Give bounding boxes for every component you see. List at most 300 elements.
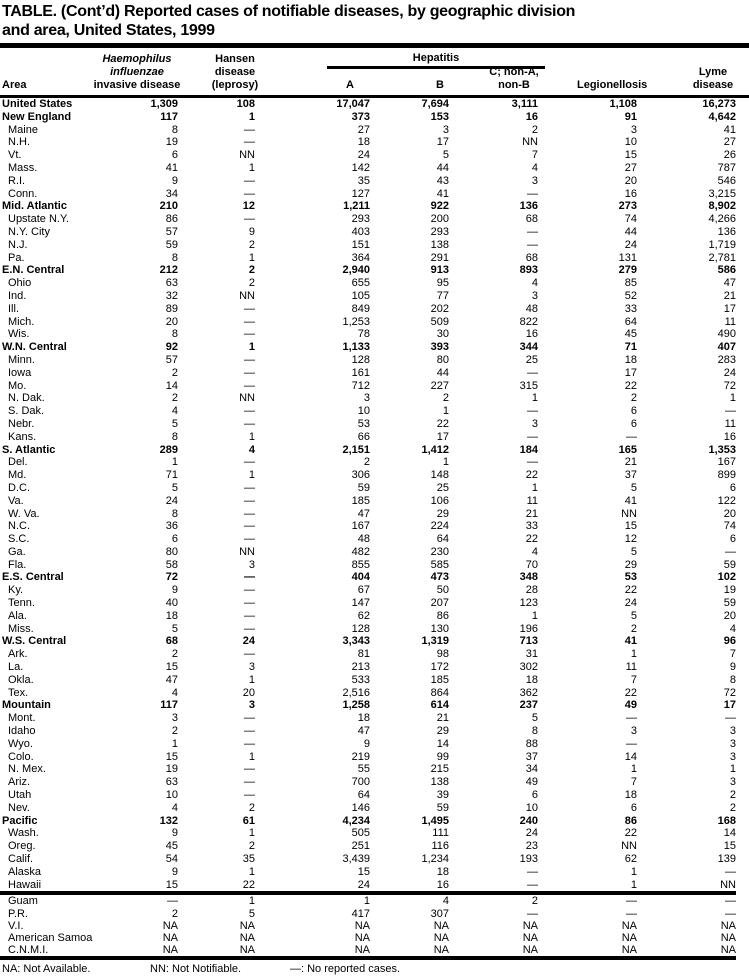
value-cell: 11: [526, 494, 538, 507]
value-cell: 24: [242, 635, 255, 648]
value-cell: 172: [430, 661, 449, 674]
value-cell: 289: [159, 443, 178, 456]
value-cell: 86: [624, 814, 637, 827]
value-cell: 655: [351, 277, 370, 290]
value-cell: 142: [351, 161, 370, 174]
value-cell: 5: [171, 622, 178, 635]
table-row-alaska: [0, 866, 736, 879]
area-cell: Vt.: [8, 149, 22, 162]
area-cell: Del.: [8, 456, 28, 469]
value-cell: 505: [351, 827, 370, 840]
value-cell: —: [244, 315, 255, 328]
value-cell: 3: [531, 174, 538, 187]
value-cell: 22: [525, 469, 538, 482]
col-header-haemophilus-line3: invasive disease: [93, 79, 181, 91]
value-cell: 3: [171, 712, 178, 725]
value-cell: 167: [717, 456, 736, 469]
table-row-wis: [0, 328, 736, 341]
value-cell: NN: [720, 878, 736, 891]
value-cell: 1: [248, 341, 255, 354]
value-cell: —: [244, 763, 255, 776]
value-cell: 102: [717, 571, 736, 584]
table-row-kans: [0, 431, 736, 444]
table-row-hawaii: [0, 879, 736, 894]
value-cell: 5: [171, 481, 178, 494]
table-row-guam: [0, 893, 736, 907]
table-row-utah: [0, 789, 736, 802]
value-cell: 8: [171, 328, 178, 341]
area-cell: Utah: [8, 789, 32, 802]
table-row-n-h: [0, 136, 736, 149]
value-cell: 95: [436, 277, 449, 290]
value-cell: 6: [171, 149, 178, 162]
value-cell: 72: [723, 686, 736, 699]
value-cell: 473: [430, 571, 449, 584]
value-cell: 1: [248, 895, 255, 908]
value-cell: 1: [248, 251, 255, 264]
value-cell: 24: [357, 878, 370, 891]
table-row-ohio: [0, 277, 736, 290]
value-cell: 24: [165, 494, 178, 507]
value-cell: 11: [625, 661, 637, 674]
value-cell: 240: [519, 814, 538, 827]
value-cell: 893: [519, 264, 538, 277]
value-cell: 57: [165, 353, 178, 366]
value-cell: 5: [531, 712, 538, 725]
value-cell: NA: [239, 932, 255, 945]
value-cell: 2: [729, 789, 736, 802]
value-cell: 2: [531, 895, 538, 908]
area-cell: Mont.: [8, 712, 36, 725]
value-cell: 364: [351, 251, 370, 264]
table-row-upstate-n-y: [0, 213, 736, 226]
value-cell: —: [167, 895, 178, 908]
value-cell: 237: [519, 699, 538, 712]
value-cell: 227: [430, 379, 449, 392]
value-cell: 49: [525, 776, 538, 789]
area-cell: Tex.: [8, 686, 29, 699]
value-cell: 18: [357, 712, 370, 725]
value-cell: 12: [242, 200, 255, 213]
table-row-s-atlantic: [0, 444, 736, 457]
value-cell: —: [244, 405, 255, 418]
value-cell: 3: [531, 289, 538, 302]
value-cell: 147: [351, 597, 370, 610]
value-cell: 57: [165, 225, 178, 238]
value-cell: —: [244, 353, 255, 366]
value-cell: 200: [430, 213, 449, 226]
value-cell: 546: [717, 174, 736, 187]
value-cell: 21: [723, 289, 736, 302]
value-cell: —: [244, 481, 255, 494]
value-cell: 108: [236, 98, 255, 110]
area-cell: N. Dak.: [8, 392, 45, 405]
value-cell: 52: [624, 289, 637, 302]
value-cell: 482: [351, 545, 370, 558]
value-cell: 58: [165, 558, 178, 571]
value-cell: —: [244, 789, 255, 802]
value-cell: 586: [717, 264, 736, 277]
value-cell: 138: [430, 776, 449, 789]
value-cell: NN: [239, 289, 255, 302]
value-cell: 2,516: [342, 686, 370, 699]
value-cell: 4,642: [708, 110, 736, 123]
value-cell: 71: [165, 469, 178, 482]
value-cell: —: [725, 895, 736, 908]
value-cell: 16: [624, 187, 637, 200]
value-cell: 18: [165, 609, 178, 622]
value-cell: 68: [165, 635, 178, 648]
value-cell: 18: [357, 136, 370, 149]
value-cell: 1: [248, 161, 255, 174]
value-cell: 77: [436, 289, 449, 302]
value-cell: 3: [630, 725, 637, 738]
table-row-calif: [0, 853, 736, 866]
area-cell: R.I.: [8, 174, 26, 187]
value-cell: 54: [165, 853, 178, 866]
footnote-na: NA: Not Available.: [2, 963, 91, 976]
value-cell: 5: [630, 545, 637, 558]
table-row-r-i: [0, 175, 736, 188]
table-row-v-i: [0, 920, 736, 932]
value-cell: 362: [519, 686, 538, 699]
col-header-hepatitis-b: B: [436, 79, 444, 91]
value-cell: —: [244, 494, 255, 507]
value-cell: 131: [618, 251, 637, 264]
value-cell: 27: [357, 123, 370, 136]
value-cell: NA: [522, 932, 538, 945]
table-row-w-n-central: [0, 341, 736, 354]
value-cell: —: [244, 725, 255, 738]
value-cell: 293: [351, 213, 370, 226]
value-cell: 53: [357, 417, 370, 430]
value-cell: —: [527, 405, 538, 418]
value-cell: 922: [430, 200, 449, 213]
value-cell: 8: [171, 507, 178, 520]
value-cell: 614: [430, 699, 449, 712]
value-cell: 27: [624, 161, 637, 174]
value-cell: 348: [519, 571, 538, 584]
col-header-hansen: [203, 53, 267, 92]
value-cell: 1,258: [342, 699, 370, 712]
table-row-iowa: [0, 367, 736, 380]
value-cell: 29: [436, 725, 449, 738]
table-row-miss: [0, 623, 736, 636]
value-cell: 1: [630, 763, 637, 776]
area-cell: Alaska: [8, 865, 42, 878]
value-cell: 24: [723, 366, 736, 379]
value-cell: 62: [357, 609, 370, 622]
value-cell: 4,234: [342, 814, 370, 827]
value-cell: NA: [354, 944, 370, 957]
value-cell: NN: [239, 545, 255, 558]
value-cell: 17: [436, 430, 449, 443]
table-row-ala: [0, 610, 736, 623]
table-body: [0, 98, 736, 893]
value-cell: 105: [351, 289, 370, 302]
value-cell: 64: [624, 315, 637, 328]
value-cell: 822: [519, 315, 538, 328]
value-cell: 72: [165, 571, 178, 584]
value-cell: 41: [723, 123, 736, 136]
value-cell: —: [527, 878, 538, 891]
value-cell: 9: [729, 661, 736, 674]
value-cell: 22: [436, 417, 449, 430]
value-cell: 207: [430, 597, 449, 610]
area-cell: Ala.: [8, 609, 27, 622]
value-cell: 9: [171, 827, 178, 840]
value-cell: 26: [723, 149, 736, 162]
value-cell: 3: [531, 417, 538, 430]
value-cell: 787: [717, 161, 736, 174]
value-cell: 21: [436, 712, 449, 725]
table-row-tex: [0, 687, 736, 700]
value-cell: 35: [357, 174, 370, 187]
value-cell: 2: [171, 366, 178, 379]
value-cell: 148: [430, 469, 449, 482]
area-cell: Wyo.: [8, 737, 33, 750]
value-cell: —: [244, 597, 255, 610]
value-cell: 32: [165, 289, 178, 302]
value-cell: 490: [717, 328, 736, 341]
value-cell: 6: [630, 801, 637, 814]
table-row-wyo: [0, 738, 736, 751]
value-cell: 33: [624, 302, 637, 315]
value-cell: 1: [442, 405, 449, 418]
table-row-maine: [0, 124, 736, 137]
value-cell: 14: [165, 379, 178, 392]
value-cell: 3,111: [511, 98, 538, 110]
footnotes: [0, 962, 749, 978]
value-cell: 3: [729, 737, 736, 750]
value-cell: 7: [531, 149, 538, 162]
value-cell: 1,253: [342, 315, 370, 328]
value-cell: 2: [630, 392, 637, 405]
value-cell: 4: [171, 405, 178, 418]
table-row-n-mex: [0, 763, 736, 776]
area-cell: Kans.: [8, 430, 37, 443]
value-cell: 373: [351, 110, 370, 123]
value-cell: 127: [351, 187, 370, 200]
area-cell: P.R.: [8, 907, 28, 920]
value-cell: 53: [624, 571, 637, 584]
area-cell: Va.: [8, 494, 24, 507]
value-cell: 132: [159, 814, 178, 827]
value-cell: 22: [624, 379, 637, 392]
table-row-ill: [0, 303, 736, 316]
value-cell: 22: [242, 878, 255, 891]
value-cell: 585: [430, 558, 449, 571]
value-cell: 128: [351, 353, 370, 366]
table-row-ga: [0, 546, 736, 559]
value-cell: 106: [430, 494, 449, 507]
value-cell: —: [527, 187, 538, 200]
value-cell: NN: [621, 507, 637, 520]
value-cell: —: [244, 648, 255, 661]
value-cell: 14: [723, 827, 736, 840]
value-cell: —: [725, 865, 736, 878]
value-cell: 15: [357, 865, 370, 878]
title-line-1: TABLE. (Cont’d) Reported cases of notifiable diseases, by geographic division: [2, 3, 576, 20]
value-cell: 2: [729, 801, 736, 814]
value-cell: 40: [165, 597, 178, 610]
value-cell: 2: [248, 264, 255, 277]
value-cell: 273: [618, 200, 637, 213]
table-header: [0, 48, 749, 98]
value-cell: 91: [624, 110, 637, 123]
value-cell: —: [725, 712, 736, 725]
area-cell: Colo.: [8, 750, 34, 763]
area-cell: Ohio: [8, 277, 32, 290]
value-cell: 29: [624, 558, 637, 571]
col-header-hansen-line2: disease: [214, 66, 256, 78]
value-cell: 407: [717, 341, 736, 354]
value-cell: 36: [165, 520, 178, 533]
value-cell: 855: [351, 558, 370, 571]
value-cell: —: [244, 456, 255, 469]
value-cell: —: [244, 417, 255, 430]
value-cell: 2: [171, 725, 178, 738]
value-cell: 6: [729, 533, 736, 546]
hepatitis-group-label: Hepatitis: [327, 52, 545, 69]
value-cell: 44: [436, 161, 449, 174]
value-cell: 78: [357, 328, 370, 341]
col-header-area: Area: [2, 79, 27, 91]
value-cell: 10: [624, 136, 637, 149]
territory-body: [0, 893, 736, 958]
value-cell: 168: [717, 814, 736, 827]
table-row-e-n-central: [0, 264, 736, 277]
value-cell: 18: [436, 865, 449, 878]
value-cell: NA: [433, 932, 449, 945]
value-cell: 22: [525, 533, 538, 546]
value-cell: 41: [436, 187, 449, 200]
disease-table: [0, 98, 736, 960]
value-cell: 48: [357, 533, 370, 546]
value-cell: 1: [248, 750, 255, 763]
value-cell: 1: [248, 673, 255, 686]
value-cell: 8: [171, 430, 178, 443]
value-cell: NA: [162, 919, 178, 932]
value-cell: 15: [723, 840, 736, 853]
table-row-wash: [0, 827, 736, 840]
value-cell: 9: [171, 174, 178, 187]
table-row-oreg: [0, 840, 736, 853]
area-cell: Mass.: [8, 161, 38, 174]
value-cell: 111: [432, 827, 449, 840]
value-cell: NA: [433, 944, 449, 957]
area-cell: D.C.: [8, 481, 30, 494]
value-cell: 12: [624, 533, 637, 546]
area-cell: Nev.: [8, 801, 30, 814]
value-cell: 86: [165, 213, 178, 226]
value-cell: 7: [630, 776, 637, 789]
value-cell: 3: [729, 776, 736, 789]
area-cell: Hawaii: [8, 878, 42, 891]
value-cell: 85: [624, 277, 637, 290]
value-cell: 25: [436, 481, 449, 494]
table-row-united-states: [0, 98, 736, 111]
value-cell: 37: [624, 469, 637, 482]
area-cell: Ariz.: [8, 776, 30, 789]
area-cell: Guam: [8, 895, 38, 908]
value-cell: 6: [729, 481, 736, 494]
value-cell: 24: [525, 827, 538, 840]
value-cell: 307: [430, 907, 449, 920]
value-cell: 3: [248, 699, 255, 712]
value-cell: 1: [248, 865, 255, 878]
value-cell: 1,319: [421, 635, 449, 648]
value-cell: 509: [430, 315, 449, 328]
value-cell: NA: [621, 944, 637, 957]
value-cell: NN: [239, 392, 255, 405]
value-cell: —: [527, 225, 538, 238]
value-cell: 99: [436, 750, 449, 763]
table-row-mont: [0, 712, 736, 725]
value-cell: 25: [525, 353, 538, 366]
value-cell: —: [527, 238, 538, 251]
value-cell: 21: [525, 507, 538, 520]
value-cell: 66: [357, 430, 370, 443]
table-row-minn: [0, 354, 736, 367]
value-cell: 184: [519, 443, 538, 456]
value-cell: 55: [357, 763, 370, 776]
table-row-s-c: [0, 533, 736, 546]
value-cell: 14: [624, 750, 637, 763]
value-cell: —: [527, 366, 538, 379]
value-cell: 2: [363, 456, 370, 469]
value-cell: 136: [519, 200, 538, 213]
table-row-okla: [0, 674, 736, 687]
area-cell: Mid. Atlantic: [2, 200, 67, 213]
value-cell: 63: [165, 277, 178, 290]
area-cell: Wash.: [8, 827, 39, 840]
value-cell: NA: [354, 932, 370, 945]
value-cell: 18: [624, 353, 637, 366]
value-cell: 80: [165, 545, 178, 558]
value-cell: 9: [171, 865, 178, 878]
value-cell: 15: [624, 520, 637, 533]
value-cell: 315: [519, 379, 538, 392]
value-cell: 3: [729, 750, 736, 763]
area-cell: Idaho: [8, 725, 36, 738]
value-cell: 18: [624, 789, 637, 802]
table-row-e-s-central: [0, 571, 736, 584]
table-row-mass: [0, 162, 736, 175]
value-cell: NA: [522, 944, 538, 957]
table-row-fla: [0, 559, 736, 572]
value-cell: 11: [724, 315, 736, 328]
value-cell: 16: [436, 878, 449, 891]
value-cell: 98: [436, 648, 449, 661]
value-cell: —: [244, 571, 255, 584]
value-cell: NN: [239, 149, 255, 162]
area-cell: W. Va.: [8, 507, 40, 520]
value-cell: 2: [171, 392, 178, 405]
value-cell: 864: [430, 686, 449, 699]
value-cell: 2: [442, 392, 449, 405]
value-cell: 116: [431, 840, 449, 853]
value-cell: 70: [525, 558, 538, 571]
area-cell: Oreg.: [8, 840, 36, 853]
value-cell: 1: [248, 827, 255, 840]
value-cell: 1: [248, 110, 255, 123]
area-cell: N. Mex.: [8, 763, 46, 776]
value-cell: 24: [624, 597, 637, 610]
area-cell: N.Y. City: [8, 225, 50, 238]
table-row-vt: [0, 149, 736, 162]
value-cell: NN: [621, 840, 637, 853]
